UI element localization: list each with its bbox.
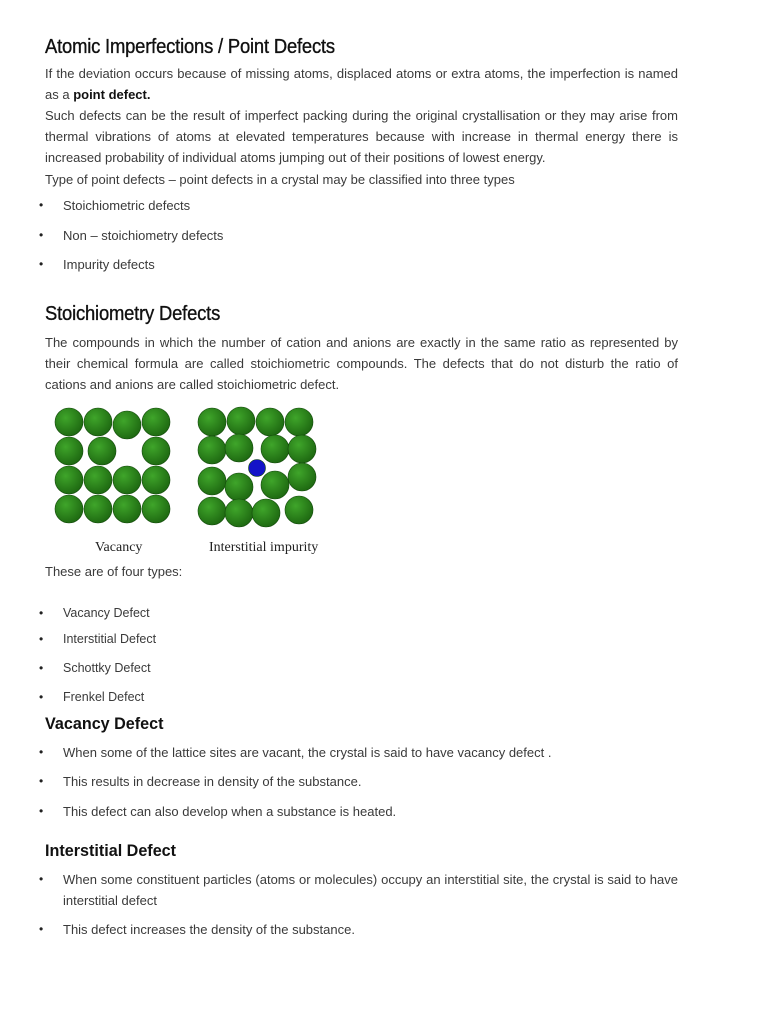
lattice-atom [225,434,253,462]
impurity-atom [249,460,266,477]
lattice-atom [55,495,83,523]
lattice-atom [285,408,313,436]
lattice-atom [288,463,316,491]
lattice-atom [55,466,83,494]
lattice-atom [256,408,284,436]
list-item: • This defect increases the density of the substance. [45,919,678,940]
interstitial-lattice [198,407,316,527]
caption-interstitial-impurity: Interstitial impurity [209,540,319,555]
point-defect-types-list [45,195,678,275]
lattice-atom [113,411,141,439]
list-item: • Frenkel Defect [45,687,678,708]
lattice-atom [84,408,112,436]
lattice-atom [198,467,226,495]
lattice-atom [261,471,289,499]
paragraph-point-defect-definition [45,63,678,105]
lattice-atom [142,437,170,465]
heading-interstitial-defect: Interstitial Defect [45,841,177,860]
lattice-atom [225,499,253,527]
interstitial-defect-points [45,869,678,940]
lattice-atom [84,466,112,494]
lattice-atom [288,435,316,463]
list-item: • Impurity defects [45,254,678,275]
defect-illustration [45,402,345,562]
list-item: • Vacancy Defect [45,603,678,624]
heading-point-defects: Atomic Imperfections / Point Defects [45,36,335,58]
lattice-atom [198,436,226,464]
lattice-atom [113,495,141,523]
lattice-atom [225,473,253,501]
paragraph-four-types-intro: These are of four types: [45,564,183,579]
heading-stoichiometry-defects: Stoichiometry Defects [45,303,221,325]
list-item: • When some constituent particles (atoms or molecules) occupy an interstitial site, the crystal is said to have interstitial defect [45,869,678,911]
stoichiometric-defect-types-list [45,603,678,708]
paragraph-defect-causes: Such defects can be the result of imperfect packing during the original crystallisation or they may arise from thermal vibrations of atoms at elevated temperatures because with increase in thermal energy there is increased probability of individual atoms jumping out of their positions of lowest energy. [45,108,678,165]
list-item: • This defect can also develop when a substance is heated. [45,801,678,822]
lattice-atom [142,466,170,494]
lattice-atom [88,437,116,465]
vacancy-defect-points [45,742,678,822]
lattice-atom [113,466,141,494]
paragraph-stoichiometric-compounds: The compounds in which the number of cation and anions are exactly in the same ratio as represented by their chemical formula are called stoichiometric compounds. The defects that do not disturb the ratio of cations and anions are called stoichiometric defect. [45,335,678,392]
lattice-atom [55,408,83,436]
caption-vacancy: Vacancy [95,540,143,555]
list-item: • Non – stoichiometry defects [45,225,678,246]
paragraph-defect-types-intro: Type of point defects – point defects in a crystal may be classified into three types [45,172,515,187]
lattice-atom [198,408,226,436]
lattice-atom [261,435,289,463]
lattice-atom [252,499,280,527]
lattice-atom [198,497,226,525]
point-defect-term: point defect. [73,87,151,102]
heading-vacancy-defect: Vacancy Defect [45,714,164,733]
lattice-atom [227,407,255,435]
list-item: • This results in decrease in density of the substance. [45,771,678,792]
vacancy-lattice [55,408,170,523]
lattice-diagram [45,402,345,532]
lattice-atom [84,495,112,523]
lattice-atom [55,437,83,465]
definition-text: If the deviation occurs because of missing atoms, displaced atoms or extra atoms, the imperfection is named as a [45,66,678,102]
lattice-atom [142,408,170,436]
list-item: • Interstitial Defect [45,629,678,650]
list-item: • Schottky Defect [45,658,678,679]
lattice-atom [142,495,170,523]
lattice-atom [285,496,313,524]
list-item: • Stoichiometric defects [45,195,678,216]
list-item: • When some of the lattice sites are vacant, the crystal is said to have vacancy defect . [45,742,678,763]
